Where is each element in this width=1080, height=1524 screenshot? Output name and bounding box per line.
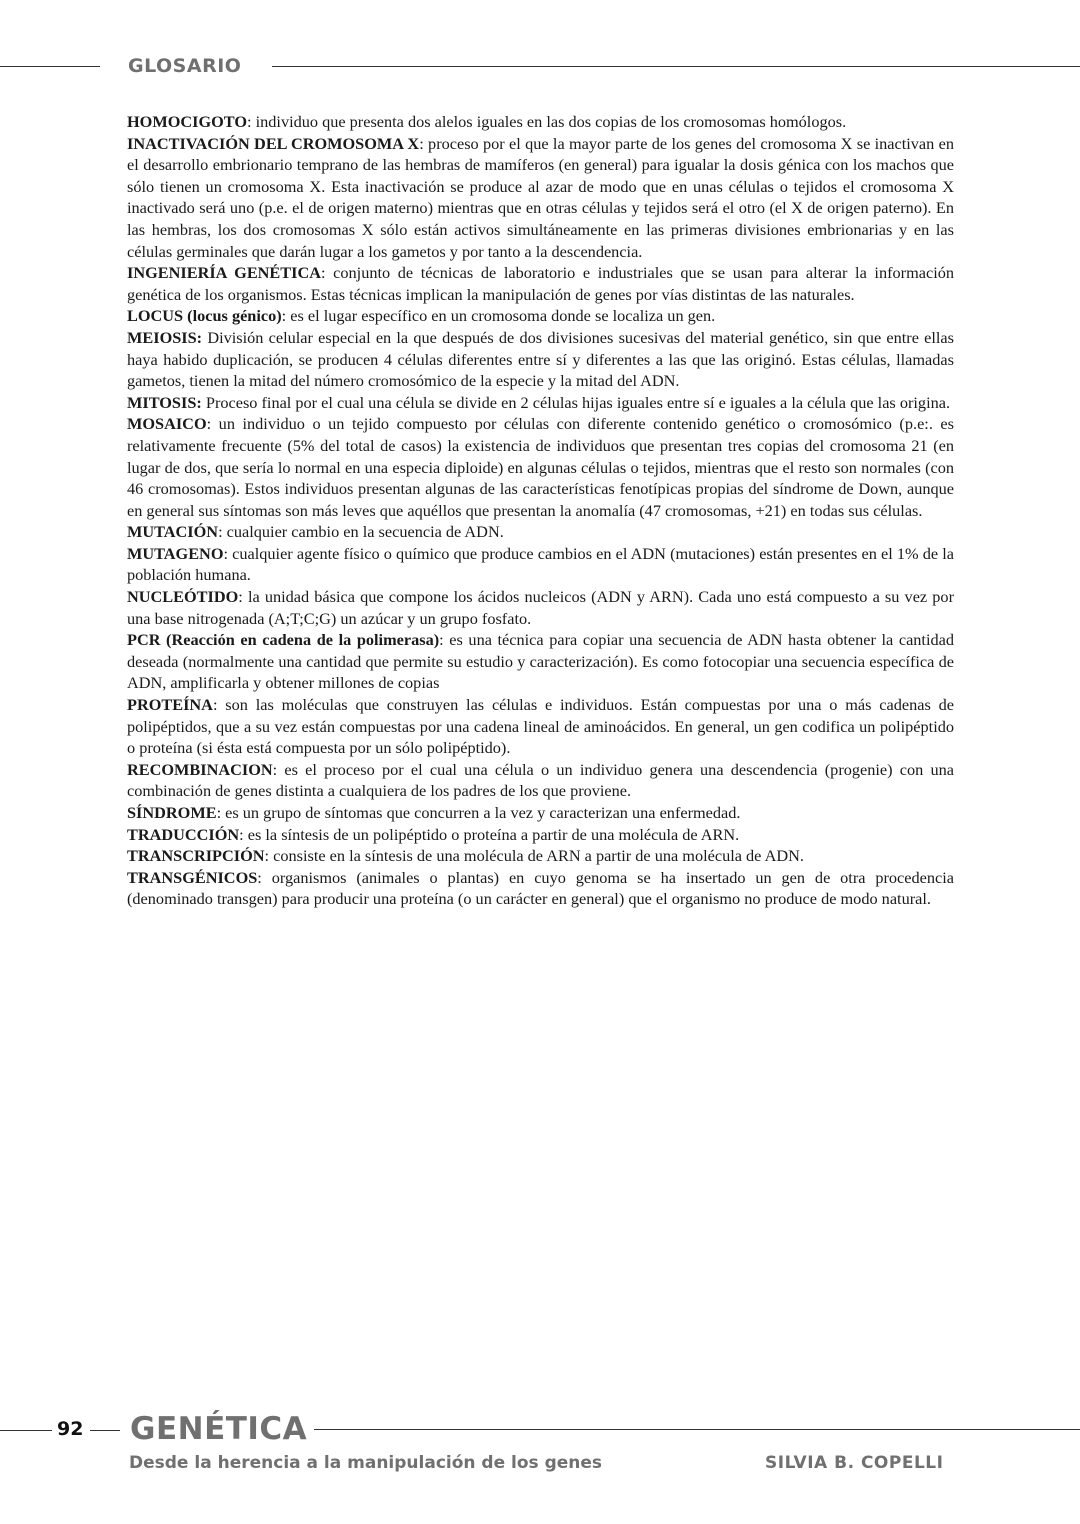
glossary-entry	[127, 521, 954, 543]
book-title: GENÉTICA	[130, 1411, 308, 1447]
glossary-entry	[127, 327, 954, 392]
book-subtitle: Desde la herencia a la manipulación de los genes	[129, 1453, 603, 1473]
entry-term: LOCUS (locus génico)	[127, 306, 282, 326]
entry-term: RECOMBINACION	[127, 759, 273, 779]
entry-definition: : organismos (animales o plantas) en cuyo genoma se ha insertado un gen de otra procedencia (denominado transgen) para producir una proteína (o un carácter en general) que el organismo no produce de modo natural.	[127, 867, 954, 909]
entry-term: PROTEÍNA	[127, 695, 213, 715]
entry-definition: División celular especial en la que después de dos divisiones sucesivas del material genético, sin que entre ellas haya habido duplicación, se producen 4 células diferentes entre sí y diferentes a las que las originó. Estas células, llamadas gametos, tienen la mitad del número cromosómico de la especie y la mitad del ADN.	[127, 327, 954, 391]
entry-definition: : la unidad básica que compone los ácidos nucleicos (ADN y ARN). Cada uno está compuesto a su vez por una base nitrogenada (A;T;C;G) un azúcar y un grupo fosfato.	[127, 587, 954, 628]
entry-definition: Proceso final por el cual una célula se divide en 2 células hijas iguales entre sí e iguales a la célula que las origina.	[201, 392, 951, 412]
header-rule-right	[272, 66, 1080, 67]
entry-term: INGENIERÍA GENÉTICA	[127, 263, 322, 283]
footer-rule-right	[314, 1429, 1080, 1430]
glossary-entry	[127, 867, 954, 910]
glossary-entry	[127, 802, 954, 824]
entry-definition: : es una técnica para copiar una secuencia de ADN hasta obtener la cantidad deseada (normalmente una cantidad que permite su estudio y caracterización). Es como fotocopiar una secuencia específica de ADN, amplificarla y obtener millones de copias	[127, 630, 954, 693]
entry-definition: : es el proceso por el cual una célula o un individuo genera una descendencia (progenie) con una combinación de genes distinta a cualquiera de los padres de los que proviene.	[127, 759, 954, 801]
book-author: SILVIA B. COPELLI	[765, 1453, 944, 1473]
entry-term: TRANSCRIPCIÓN	[127, 846, 265, 866]
entry-definition: : consiste en la síntesis de una molécula de ARN a partir de una molécula de ADN.	[264, 846, 804, 866]
entry-term: NUCLEÓTIDO	[127, 587, 239, 607]
entry-definition: : proceso por el que la mayor parte de los genes del cromosoma X se inactivan en el desarrollo embrionario temprano de las hembras de mamíferos (en general) para igualar la dosis génica con los machos que sólo tienen un cromosoma X. Esta inactivación se produce al azar de modo que en unas células o tejidos el cromosoma X inactivado será uno (p.e. el de origen materno) mientras que en otras células y tejidos será el otro (el X de origen paterno). En las hembras, los dos cromosomas X sólo están activos simultáneamente en las primeras divisiones embrionarias y en las células germinales que darán lugar a los gametos y por tanto a la descendencia.	[127, 133, 954, 261]
entry-definition: : son las moléculas que construyen las células e individuos. Están compuestas por una o más cadenas de polipéptidos, que a su vez están compuestas por una cadena lineal de aminoácidos. En general, un gen codifica un polipéptido o proteína (si ésta está compuesta por un sólo polipéptido).	[127, 695, 954, 758]
glossary-entry	[127, 262, 954, 305]
header-rule-left	[0, 66, 100, 67]
page-number: 92	[57, 1418, 84, 1440]
entry-definition: : conjunto de técnicas de laboratorio e industriales que se usan para alterar la información genética de los organismos. Estas técnicas implican la manipulación de genes por vías distintas de las naturales.	[127, 263, 955, 304]
entry-definition: : individuo que presenta dos alelos iguales en las dos copias de los cromosomas homólogos.	[247, 112, 847, 131]
glossary-entry	[127, 759, 954, 802]
footer-rule-mid	[90, 1430, 120, 1431]
entry-definition: : cualquier cambio en la secuencia de ADN.	[218, 522, 504, 542]
glossary-entry	[127, 392, 954, 414]
section-title: GLOSARIO	[128, 55, 242, 77]
entry-term: TRADUCCIÓN	[127, 824, 240, 844]
entry-term: MOSAICO	[127, 414, 207, 434]
glossary-entry	[127, 133, 954, 263]
glossary-entry	[127, 586, 954, 629]
glossary-content	[127, 111, 954, 910]
entry-term: HOMOCIGOTO	[127, 112, 248, 131]
entry-term: SÍNDROME	[127, 803, 217, 822]
glossary-entry	[127, 694, 954, 759]
glossary-entry	[127, 629, 954, 694]
entry-definition: : es el lugar específico en un cromosoma donde se localiza un gen.	[281, 306, 716, 326]
entry-term: TRANSGÉNICOS	[127, 867, 258, 887]
entry-term: PCR (Reacción en cadena de la polimerasa)	[127, 630, 440, 650]
glossary-entry	[127, 543, 954, 586]
entry-term: MUTAGENO	[127, 543, 224, 563]
entry-term: MUTACIÓN	[127, 522, 219, 542]
glossary-entry	[127, 413, 954, 521]
entry-term: MEIOSIS:	[127, 327, 203, 347]
entry-term: INACTIVACIÓN DEL CROMOSOMA X	[127, 133, 420, 153]
glossary-entry	[127, 111, 954, 133]
glossary-entry	[127, 305, 954, 327]
entry-definition: : es un grupo de síntomas que concurren a la vez y caracterizan una enfermedad.	[216, 803, 741, 822]
entry-definition: : es la síntesis de un polipéptido o proteína a partir de una molécula de ARN.	[239, 824, 740, 844]
entry-definition: : cualquier agente físico o químico que produce cambios en el ADN (mutaciones) están presentes en el 1% de la población humana.	[127, 543, 954, 585]
glossary-entry	[127, 824, 954, 846]
footer-rule-left	[0, 1430, 52, 1431]
entry-term: MITOSIS:	[127, 392, 202, 412]
entry-definition: : un individuo o un tejido compuesto por células con diferente contenido genético o cromosómico (p.e:. es relativamente frecuente (5% del total de casos) la existencia de individuos que presentan tres copias del cromosoma 21 (en lugar de dos, que sería lo normal en una especia diploide) en algunas células o tejidos, mientras que el resto son normales (con 46 cromosomas). Estos individuos presentan algunas de las características fenotípicas propias del síndrome de Down, aunque en general sus síntomas son más leves que aquéllos que presentan la anomalía (47 cromosomas, +21) en todas sus células.	[127, 414, 954, 520]
glossary-entry	[127, 845, 954, 867]
